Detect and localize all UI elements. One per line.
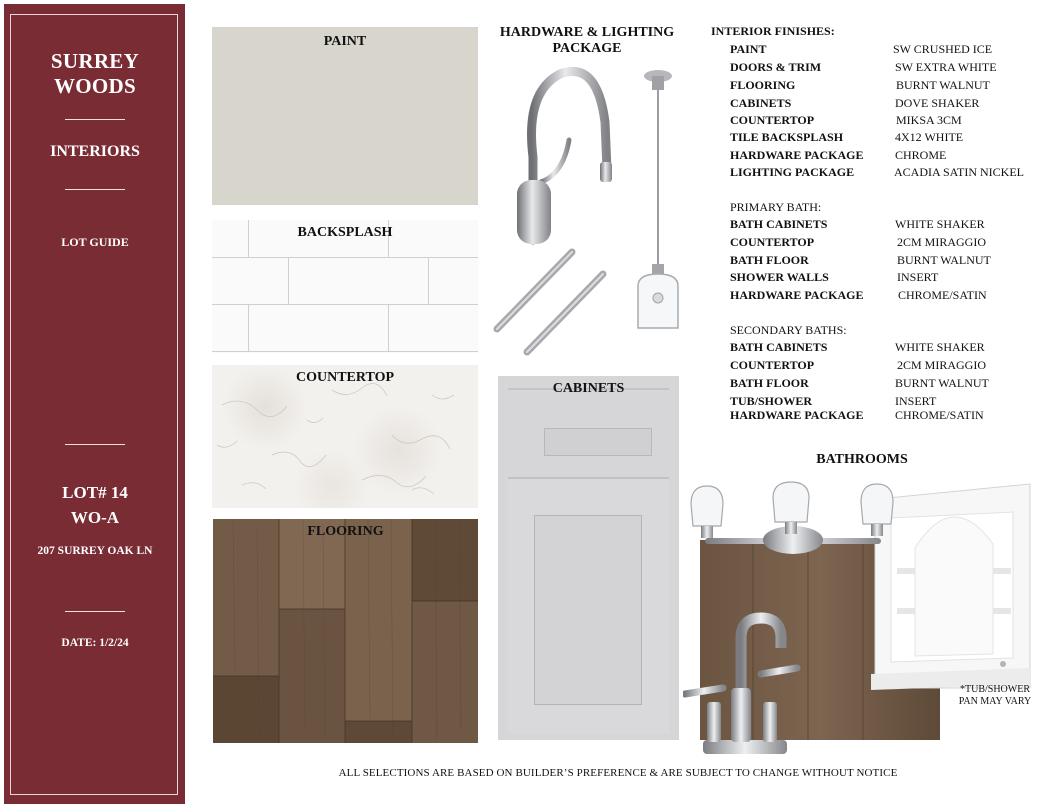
tile-grout [212, 304, 478, 305]
plank-seams [213, 519, 478, 743]
divider [65, 611, 125, 612]
finish-value: DOVE SHAKER [895, 96, 980, 110]
drawer-panel [544, 428, 652, 456]
lot-guide-label: LOT GUIDE [61, 235, 129, 249]
tub-note-line-1: *TUB/SHOWER [960, 684, 1030, 695]
kitchen-faucet-image [505, 62, 620, 247]
lot-line-2: WO-A [70, 508, 120, 527]
countertop-label: COUNTERTOP [295, 370, 395, 385]
bathroom-collage-image [683, 478, 1038, 760]
cabinet-door [508, 477, 669, 734]
finish-label: SHOWER WALLS [730, 270, 829, 284]
pendant-light-image [630, 66, 686, 336]
finish-label: BATH FLOOR [730, 253, 809, 267]
tile-grout [288, 257, 289, 304]
tile-grout [388, 304, 389, 351]
finish-label: COUNTERTOP [730, 235, 815, 249]
finish-label: FLOORING [730, 78, 796, 92]
finish-label: HARDWARE PACKAGE [730, 288, 864, 302]
hardware-title-line-2: PACKAGE [552, 41, 622, 56]
backsplash-swatch [212, 220, 478, 353]
divider [65, 119, 125, 120]
finish-label: COUNTERTOP [730, 113, 815, 127]
secondary-baths-heading: SECONDARY BATHS: [730, 323, 847, 337]
divider [65, 444, 125, 445]
finish-value: WHITE SHAKER [895, 217, 985, 231]
finish-value: MIKSA 3CM [896, 113, 962, 127]
brand-line-2: WOODS [53, 74, 136, 98]
countertop-swatch [212, 365, 478, 508]
finish-value: CHROME/SATIN [898, 288, 987, 302]
finish-value: BURNT WALNUT [897, 253, 991, 267]
divider [65, 189, 125, 190]
finish-label: PAINT [730, 42, 767, 56]
backsplash-label: BACKSPLASH [297, 225, 393, 240]
finish-label: LIGHTING PACKAGE [730, 165, 855, 179]
finish-label: CABINETS [730, 96, 792, 110]
guide-date: DATE: 1/2/24 [61, 637, 129, 649]
brand-line-1: SURREY [50, 49, 140, 73]
cabinets-label: CABINETS [552, 381, 625, 396]
section-title: INTERIORS [50, 143, 140, 160]
finish-value: 4X12 WHITE [895, 130, 964, 144]
interior-finishes-heading: INTERIOR FINISHES: [711, 24, 835, 38]
cabinets-swatch [498, 376, 679, 740]
finish-value: SW EXTRA WHITE [895, 60, 997, 74]
finish-value: WHITE SHAKER [895, 340, 985, 354]
finish-label: HARDWARE PACKAGE [730, 148, 864, 162]
paint-label: PAINT [323, 34, 367, 49]
door-panel [534, 515, 642, 705]
finish-value: BURNT WALNUT [896, 78, 990, 92]
finish-label: BATH CABINETS [730, 340, 828, 354]
finish-value: CHROME [895, 148, 947, 162]
finish-label: TUB/SHOWER [730, 394, 813, 408]
tub-shower-note [945, 684, 1045, 708]
sidebar-frame [10, 14, 178, 795]
tile-grout [212, 257, 478, 258]
finish-label: DOORS & TRIM [730, 60, 822, 74]
tile-grout [428, 257, 429, 304]
sidebar [4, 4, 185, 804]
primary-bath-heading: PRIMARY BATH: [730, 200, 822, 214]
lot-address: 207 SURREY OAK LN [37, 545, 153, 557]
finish-label: BATH CABINETS [730, 217, 828, 231]
finish-value: 2CM MIRAGGIO [897, 235, 987, 249]
cabinet-drawer [508, 388, 669, 473]
hardware-title [494, 25, 680, 57]
finish-value: 2CM MIRAGGIO [897, 358, 987, 372]
finish-value: BURNT WALNUT [895, 376, 989, 390]
flooring-label: FLOORING [307, 524, 384, 539]
finish-value: ACADIA SATIN NICKEL [894, 165, 1024, 179]
finish-label: COUNTERTOP [730, 358, 815, 372]
flooring-swatch [213, 519, 478, 743]
tile-grout [212, 351, 478, 352]
tile-grout [248, 304, 249, 351]
finish-label: HARDWARE PACKAGE [730, 408, 864, 422]
finish-value: CHROME/SATIN [895, 408, 984, 422]
lot-number [11, 480, 179, 530]
finish-value: INSERT [895, 394, 937, 408]
bathrooms-title: BATHROOMS [816, 452, 908, 467]
paint-swatch [212, 27, 478, 205]
finish-label: BATH FLOOR [730, 376, 809, 390]
finish-label: TILE BACKSPLASH [730, 130, 844, 144]
lot-line-1: LOT# 14 [62, 483, 128, 502]
finish-value: SW CRUSHED ICE [893, 42, 993, 56]
hardware-title-line-1: HARDWARE & LIGHTING [499, 25, 675, 40]
cabinet-pulls-image [487, 244, 612, 359]
disclaimer-footer: ALL SELECTIONS ARE BASED ON BUILDER’S PREFERENCE & ARE SUBJECT TO CHANGE WITHOUT NOTICE [338, 767, 898, 779]
tub-note-line-2: PAN MAY VARY [958, 696, 1032, 707]
marble-veins [212, 365, 478, 508]
finish-value: INSERT [897, 270, 939, 284]
brand-title [11, 49, 179, 99]
